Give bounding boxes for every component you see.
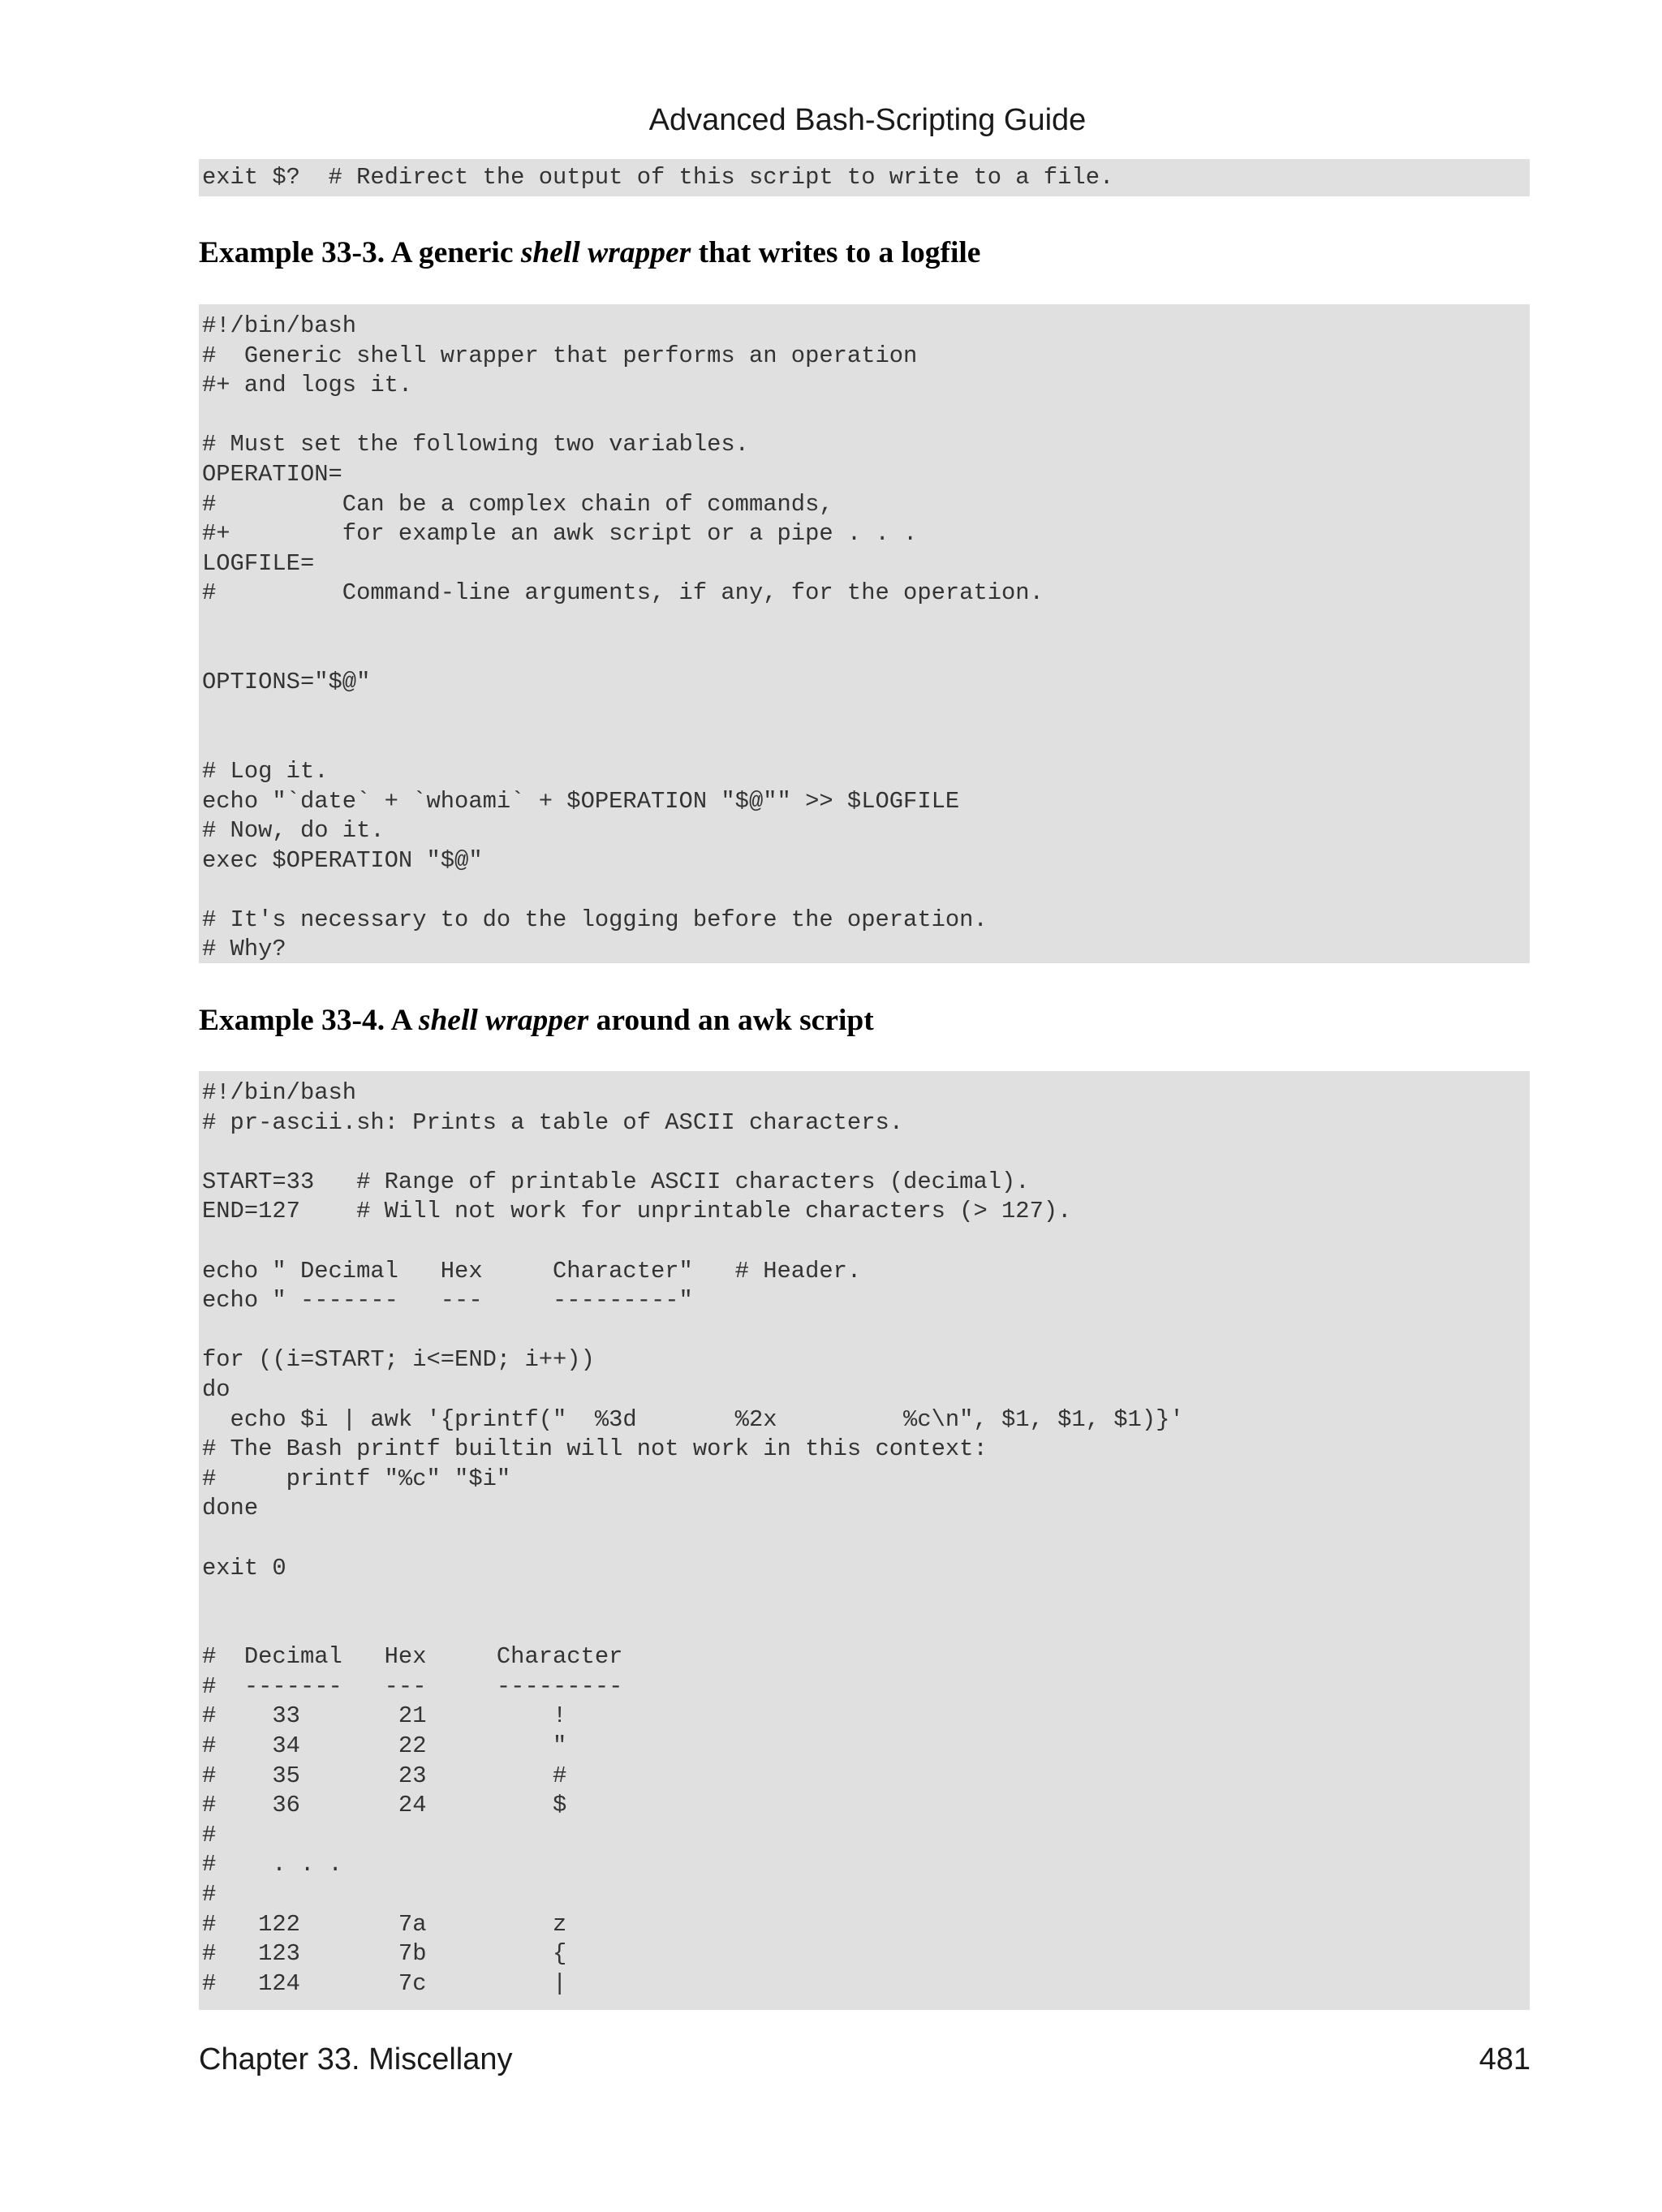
footer-page-number: 481 (1479, 2042, 1531, 2076)
example-33-4-title (199, 1001, 1530, 1041)
example-33-4-title-pre: A (390, 1004, 419, 1037)
example-33-3-title-italic: shell wrapper (520, 236, 691, 269)
example-33-3-title (199, 233, 1530, 273)
code-block-example-33-3: #!/bin/bash # Generic shell wrapper that performs an operation #+ and logs it. # Must set the following two variables. OPERATION= # Can be a complex chain of commands, #+ for example an awk script or a pipe . . . LOGFILE= # Command-line arguments, if any, for the operation. OPTIONS="$@" # Log it. echo "`date` + `whoami` + $OPERATION "$@"" >> $LOGFILE # Now, do it. exec $OPERATION "$@" # It's necessary to do the logging before the operation. # Why? (199, 304, 1530, 963)
example-33-4-title-post: around an awk script (588, 1004, 874, 1037)
footer-chapter-title: Chapter 33. Miscellany (199, 2042, 513, 2076)
example-33-4-title-italic: shell wrapper (418, 1004, 589, 1037)
example-33-3-number: Example 33-3. (199, 236, 391, 269)
code-block-example-33-4: #!/bin/bash # pr-ascii.sh: Prints a table of ASCII characters. START=33 # Range of printable ASCII characters (decimal). END=127 # Will not work for unprintable characters (> 127). echo " Decimal Hex Character" # Header. echo " ------- --- ---------" for ((i=START; i<=END; i++)) do echo $i | awk '{printf(" %3d %2x %c\n", $1, $1, $1)}' # The Bash printf builtin will not work in this context: # printf "%c" "$i" done exit 0 # Decimal Hex Character # ------- --- --------- # 33 21 ! # 34 22 " # 35 23 # # 36 24 $ # # . . . # # 122 7a z # 123 7b { # 124 7c | (199, 1071, 1530, 2010)
code-block-exit: exit $? # Redirect the output of this script to write to a file. (199, 159, 1530, 196)
example-33-3-title-post: that writes to a logfile (691, 236, 981, 269)
example-33-3-title-pre: A generic (390, 236, 521, 269)
example-33-4-number: Example 33-4. (199, 1004, 391, 1037)
running-header: Advanced Bash-Scripting Guide (648, 103, 1087, 137)
